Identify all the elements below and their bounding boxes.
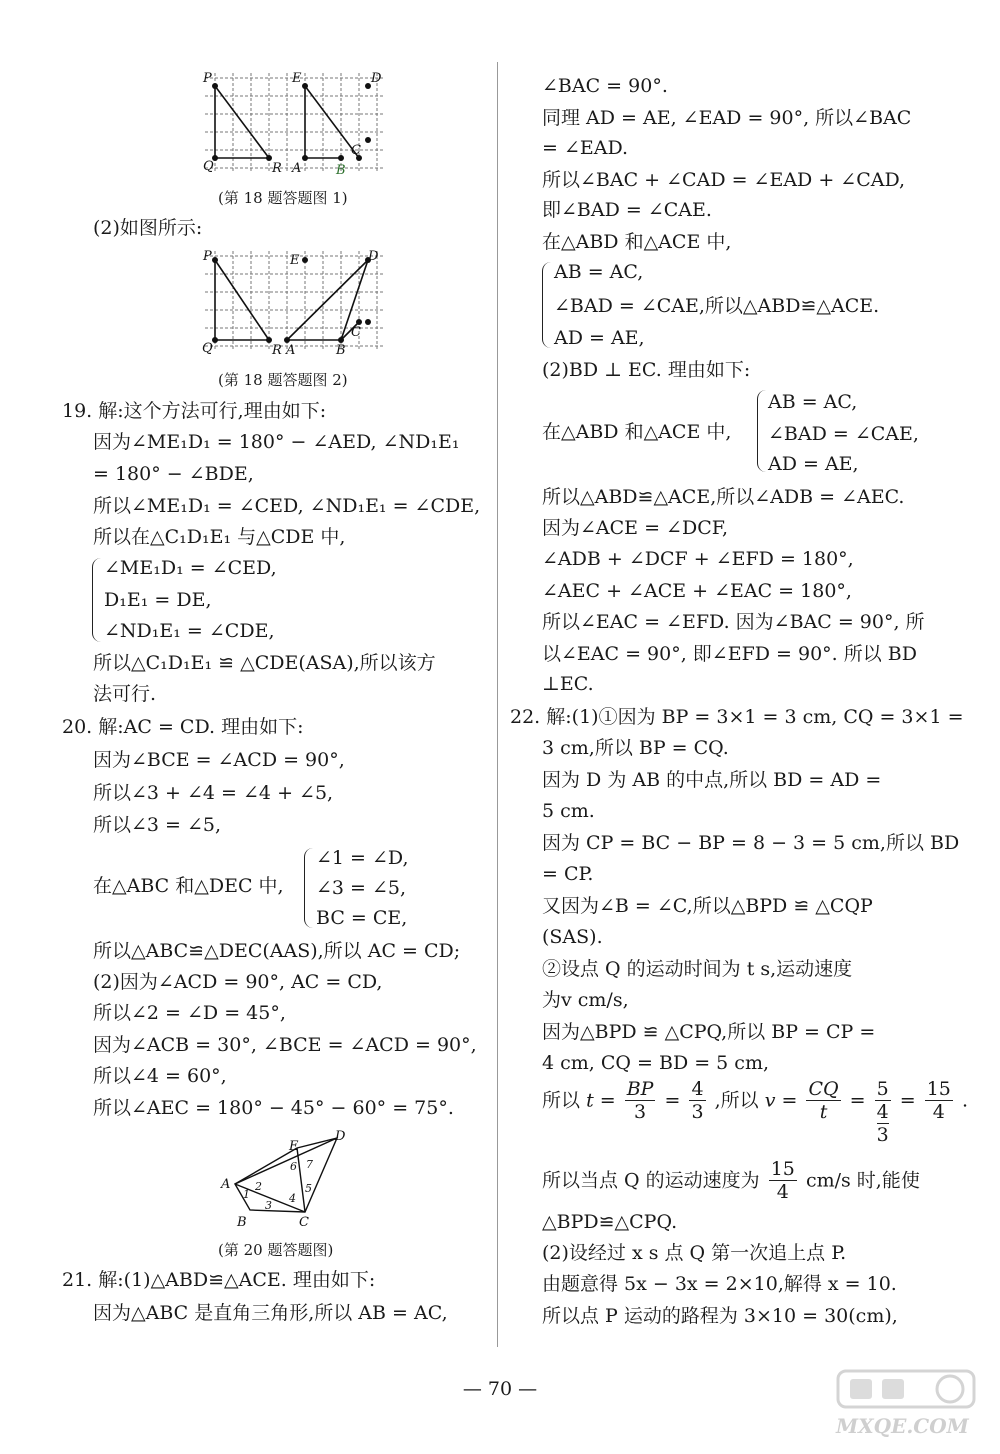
eq-equals-2: = xyxy=(849,1089,866,1112)
speed-fraction xyxy=(769,1158,797,1203)
fig1-label-E: E xyxy=(292,71,302,86)
q19-end-1: 所以△C₁D₁E₁ ≌ △CDE(ASA),所以该方 xyxy=(93,652,436,674)
frac-bp-num: BP xyxy=(626,1078,654,1100)
fig1-label-C: C xyxy=(351,143,361,158)
q19-sys-3: ∠ND₁E₁ = ∠CDE, xyxy=(104,620,275,642)
frac-nested-den: 3 xyxy=(876,1124,889,1146)
q21-line-1: 21. 解:(1)△ABD≌△ACE. 理由如下: xyxy=(62,1269,376,1291)
q20-pre: 在△ABC 和△DEC 中, xyxy=(93,875,284,897)
q20-line-3: 所以∠3 + ∠4 = ∠4 + ∠5, xyxy=(93,782,334,804)
q20-sys-1: ∠1 = ∠D, xyxy=(316,847,409,869)
q20-rest-2: (2)因为∠ACD = 90°, AC = CD, xyxy=(93,971,383,993)
q20-brace xyxy=(304,848,313,928)
q19-line-1: 19. 解:这个方法可行,理由如下: xyxy=(62,400,327,422)
q22-fraction-equation xyxy=(542,1078,968,1146)
q22-line-7: 又因为∠B = ∠C,所以△BPD ≌ △CQP xyxy=(542,895,873,917)
fig3-label-A: A xyxy=(221,1177,231,1192)
speed-num: 15 xyxy=(770,1158,795,1180)
fig2-label-A: A xyxy=(286,343,296,358)
q22-line-12: 4 cm, CQ = BD = 5 cm, xyxy=(542,1052,769,1074)
fig2-label-R: R xyxy=(272,343,282,358)
frac-5-num: 5 xyxy=(876,1078,889,1100)
q20-rest-6: 所以∠AEC = 180° − 45° − 60° = 75°. xyxy=(93,1097,454,1119)
r-sys1-3: AD = AE, xyxy=(554,327,645,349)
frac-bp-3 xyxy=(625,1078,656,1123)
r-sys1-2: ∠BAD = ∠CAE,所以△ABD≌△ACE. xyxy=(554,295,880,317)
fig3-angle-5: 5 xyxy=(305,1182,312,1195)
fig2-label-Q: Q xyxy=(202,341,213,356)
fig2-label-D: D xyxy=(368,249,379,264)
q19-brace xyxy=(92,558,101,642)
fig1-label-A: A xyxy=(292,161,302,176)
q20-sys-3: BC = CE, xyxy=(316,907,408,929)
q20-sys-2: ∠3 = ∠5, xyxy=(316,877,407,899)
q20-line-4: 所以∠3 = ∠5, xyxy=(93,814,222,836)
q20-line-1: 20. 解:AC = CD. 理由如下: xyxy=(62,716,304,738)
q19-line-3: = 180° − ∠BDE, xyxy=(93,463,254,485)
fig2-label-B: B xyxy=(336,343,346,358)
r-sys2-brace xyxy=(757,390,766,472)
fig20-caption: (第 20 题答题图) xyxy=(218,1241,334,1259)
q20-line-2: 因为∠BCE = ∠ACD = 90°, xyxy=(93,749,345,771)
q22-line-3: 因为 D 为 AB 的中点,所以 BD = AD = xyxy=(542,769,882,791)
frac-5-over-4-3 xyxy=(875,1078,891,1146)
fig3-angle-2: 2 xyxy=(255,1180,262,1193)
q20-rest-1: 所以△ABC≌△DEC(AAS),所以 AC = CD; xyxy=(93,940,461,962)
fig2-label-P: P xyxy=(203,249,212,264)
q22-tail-4: 所以点 P 运动的路程为 3×10 = 30(cm), xyxy=(542,1305,898,1327)
fig3-angle-7: 7 xyxy=(306,1158,313,1171)
eq-mid: ,所以 xyxy=(714,1089,759,1112)
frac-cq-den: t xyxy=(819,1101,828,1123)
eq-so: 所以 xyxy=(542,1089,581,1112)
r-sys2-pre: 在△ABD 和△ACE 中, xyxy=(542,421,732,443)
fig1-label-P: P xyxy=(203,71,212,86)
q19-line-5: 所以在△C₁D₁E₁ 与△CDE 中, xyxy=(93,526,346,548)
q20-rest-5: 所以∠4 = 60°, xyxy=(93,1065,227,1087)
eq-equals-1: = xyxy=(664,1089,681,1112)
r-mid-1: 所以△ABD≌△ACE,所以∠ADB = ∠AEC. xyxy=(542,486,905,508)
q18-part2: (2)如图所示: xyxy=(93,217,203,239)
column-divider xyxy=(497,62,498,1347)
frac-bp-den: 3 xyxy=(634,1101,647,1123)
watermark-text: MXQE.COM xyxy=(836,1414,969,1438)
r-top-1: ∠BAC = 90°. xyxy=(542,75,668,97)
eq-dot: . xyxy=(961,1089,968,1112)
r-mid-2: 因为∠ACE = ∠DCF, xyxy=(542,517,729,539)
eq-t: t = xyxy=(586,1089,616,1112)
q22-line-9: ②设点 Q 的运动时间为 t s,运动速度 xyxy=(542,958,853,980)
fig3-label-B: B xyxy=(237,1215,247,1230)
r-mid-7: ⊥EC. xyxy=(542,673,594,695)
frac-cq-num: CQ xyxy=(808,1078,839,1100)
q20-rest-3: 所以∠2 = ∠D = 45°, xyxy=(93,1002,286,1024)
r-sys2-2: ∠BAD = ∠CAE, xyxy=(768,423,919,445)
frac-4-3-den: 3 xyxy=(691,1101,704,1123)
q22-line-10: 为v cm/s, xyxy=(542,989,629,1011)
q22-speed-line xyxy=(542,1158,920,1203)
r-mid-3: ∠ADB + ∠DCF + ∠EFD = 180°, xyxy=(542,548,854,570)
q22-tail-2: (2)设经过 x s 点 Q 第一次追上点 P. xyxy=(542,1242,847,1264)
fig2-label-C: C xyxy=(351,325,361,340)
r-top-4: 所以∠BAC + ∠CAD = ∠EAD + ∠CAD, xyxy=(542,169,906,191)
fig18-caption-2: (第 18 题答题图 2) xyxy=(218,371,348,389)
fig3-angle-6: 6 xyxy=(290,1160,297,1173)
q19-sys-1: ∠ME₁D₁ = ∠CED, xyxy=(104,557,277,579)
q22-line-6: = CP. xyxy=(542,863,594,885)
r-sys1-1: AB = AC, xyxy=(554,261,644,283)
fig18-answer-figure-2 xyxy=(200,246,390,361)
fig20-answer-figure xyxy=(215,1128,365,1230)
frac-nested xyxy=(875,1101,891,1146)
frac-15-4 xyxy=(925,1078,953,1123)
eq-v: v = xyxy=(764,1089,798,1112)
eq-equals-3: = xyxy=(899,1089,916,1112)
q22-tail-3: 由题意得 5x − 3x = 2×10,解得 x = 10. xyxy=(542,1273,897,1295)
q19-sys-2: D₁E₁ = DE, xyxy=(104,589,212,611)
fig1-label-D: D xyxy=(371,71,382,86)
fig3-label-D: D xyxy=(335,1129,346,1144)
r-top-3: = ∠EAD. xyxy=(542,137,629,159)
r-top-2: 同理 AD = AE, ∠EAD = 90°, 所以∠BAC xyxy=(542,107,912,129)
fig3-angle-4: 4 xyxy=(289,1192,296,1205)
watermark xyxy=(832,1367,982,1444)
q22-line-4: 5 cm. xyxy=(542,800,595,822)
frac-15-den: 4 xyxy=(932,1101,945,1123)
speed-text-b: cm/s 时,能使 xyxy=(805,1169,920,1192)
r-part2: (2)BD ⊥ EC. 理由如下: xyxy=(542,359,751,381)
frac-4-3-num: 4 xyxy=(691,1078,704,1100)
q22-line-1: 22. 解:(1)①因为 BP = 3×1 = 3 cm, CQ = 3×1 = xyxy=(510,706,964,728)
frac-cq-t xyxy=(806,1078,840,1123)
speed-den: 4 xyxy=(776,1181,789,1203)
fig2-label-E: E xyxy=(290,253,300,268)
frac-nested-num: 4 xyxy=(876,1101,889,1123)
r-top-5: 即∠BAD = ∠CAE. xyxy=(542,199,712,221)
r-mid-6: 以∠EAC = 90°, 即∠EFD = 90°. 所以 BD xyxy=(542,643,917,665)
q22-line-5: 因为 CP = BC − BP = 8 − 3 = 5 cm,所以 BD xyxy=(542,832,960,854)
r-sys2-3: AD = AE, xyxy=(768,453,859,475)
r-mid-4: ∠AEC + ∠ACE + ∠EAC = 180°, xyxy=(542,580,852,602)
fig3-label-C: C xyxy=(299,1215,309,1230)
q19-end-2: 法可行. xyxy=(93,683,157,705)
fig3-angle-1: 1 xyxy=(243,1188,250,1201)
fig18-answer-figure-1 xyxy=(200,68,390,183)
r-sys2-1: AB = AC, xyxy=(768,391,858,413)
watermark-logo-icon xyxy=(832,1367,982,1439)
q22-line-8: (SAS). xyxy=(542,926,603,948)
frac-15-num: 15 xyxy=(926,1078,951,1100)
q21-line-2: 因为△ABC 是直角三角形,所以 AB = AC, xyxy=(93,1302,448,1324)
page-number: — 70 — xyxy=(462,1378,538,1400)
fig3-angle-3: 3 xyxy=(265,1199,272,1212)
r-top-6: 在△ABD 和△ACE 中, xyxy=(542,231,732,253)
q22-tail-1: △BPD≌△CPQ. xyxy=(542,1211,678,1233)
q22-line-2: 3 cm,所以 BP = CQ. xyxy=(542,737,729,759)
q22-line-11: 因为△BPD ≌ △CPQ,所以 BP = CP = xyxy=(542,1021,876,1043)
r-sys1-brace xyxy=(542,262,551,348)
r-mid-5: 所以∠EAC = ∠EFD. 因为∠BAC = 90°, 所 xyxy=(542,611,925,633)
q19-line-4: 所以∠ME₁D₁ = ∠CED, ∠ND₁E₁ = ∠CDE, xyxy=(93,495,481,517)
fig18-caption-1: (第 18 题答题图 1) xyxy=(218,189,348,207)
fig1-label-R: R xyxy=(272,161,282,176)
q19-line-2: 因为∠ME₁D₁ = 180° − ∠AED, ∠ND₁E₁ xyxy=(93,431,460,453)
frac-4-3 xyxy=(689,1078,705,1123)
fig3-label-E: E xyxy=(289,1139,299,1154)
q20-rest-4: 因为∠ACB = 30°, ∠BCE = ∠ACD = 90°, xyxy=(93,1034,477,1056)
fig1-label-Q: Q xyxy=(203,159,214,174)
fig1-label-B: B xyxy=(336,163,346,178)
speed-text-a: 所以当点 Q 的运动速度为 xyxy=(542,1169,760,1192)
